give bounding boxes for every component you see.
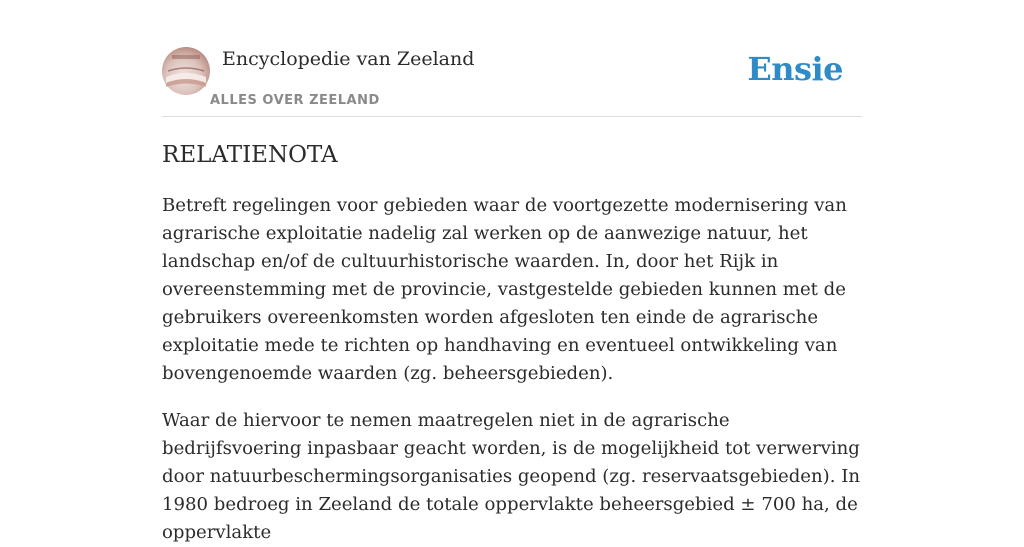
article-title: RELATIENOTA <box>162 142 338 168</box>
article-paragraph: Betreft regelingen voor gebieden waar de voortgezette modernisering van agrarische exploitatie nadelig zal werken op de aanwezige natuur, het landschap en/of de cultuurhistorische waarden. In, door het Rijk in overeenstemming met de provincie, vastgestelde gebieden kunnen met de gebruikers overeenkomsten worden afgesloten ten einde de agrarische exploitatie mede te richten op handhaving en eventueel ontwikkeling van bovengenoemde waarden (zg. beheersgebieden). <box>162 195 847 384</box>
article-paragraph: Waar de hiervoor te nemen maatregelen niet in de agrarische bedrijfsvoering inpasbaar geacht worden, is de mogelijkheid tot verwerving door natuurbeschermingsorganisaties geopend (zg. reservaatsgebieden). In 1980 bedroeg in Zeeland de totale oppervlakte beheersgebied ± 700 ha, de oppervlakte <box>162 410 861 543</box>
site-tagline: ALLES OVER ZEELAND <box>210 93 380 108</box>
brand-logo-link[interactable]: Ensie <box>747 50 843 88</box>
site-header <box>162 44 862 117</box>
site-title[interactable]: Encyclopedie van Zeeland <box>222 48 475 70</box>
article <box>162 136 864 547</box>
book-avatar-icon[interactable] <box>162 47 210 95</box>
